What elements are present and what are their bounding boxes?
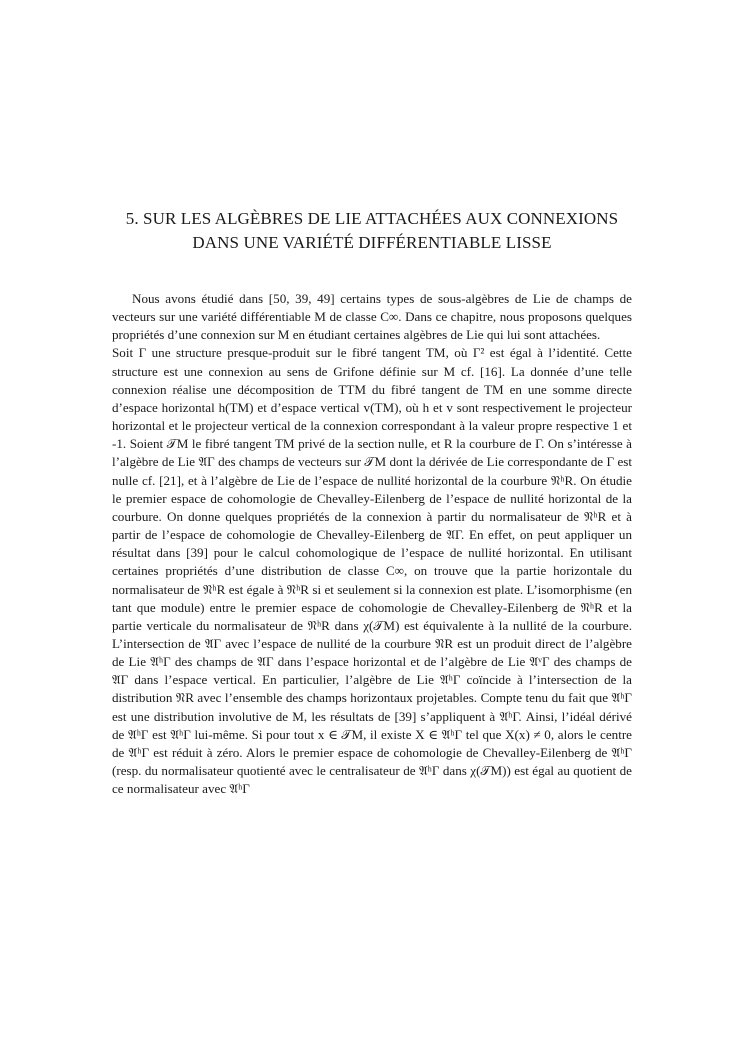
section-title-line-1: 5. SUR LES ALGÈBRES DE LIE ATTACHÉES AUX CONNEXIONS xyxy=(125,209,619,228)
section-title xyxy=(112,207,632,255)
body-text xyxy=(112,290,632,798)
intro-paragraph-text: Nous avons étudié dans [50, 39, 49] certains types de sous-algèbres de Lie de champs de vecteurs sur une variété différentiable M de classe C∞. Dans ce chapitre, nous proposons quelques propriétés d’une connexion sur M en étudiant certaines algèbres de Lie qui lui sont attachées. xyxy=(112,291,632,343)
main-paragraph-text: Soit Γ une structure presque-produit sur le fibré tangent TM, où Γ² est égal à l’identité. Cette structure est une connexion au sens de Grifone définie sur M cf. [16]. La donnée d’une telle connexion réalise une décomposition de TTM du fibré tangent de TM en une somme directe d’espace horizontal h(TM) et d’espace vertical v(TM), où h et v sont respectivement le projecteur horizontal et le projecteur vertical de la connexion correspondant à la valeur propre respective 1 et -1. Soient 𝒯M le fibré tangent TM privé de la section nulle, et R la courbure de Γ. On s’intéresse à l’algèbre de Lie 𝔄Γ des champs de vecteurs sur 𝒯M dont la dérivée de Lie correspondante de Γ est nulle cf. [21], et à l’algèbre de Lie de l’espace de nullité horizontal de la courbure 𝔑ʰR. On étudie le premier espace de cohomologie de Chevalley-Eilenberg de l’espace de nullité horizontal de la courbure. On donne quelques propriétés de la connexion à partir du normalisateur de 𝔑ʰR et à partir de l’espace de cohomologie de Chevalley-Eilenberg de 𝔄Γ. En effet, on peut appliquer un résultat dans [39] pour le calcul cohomologique de l’espace de nullité horizontal. En utilisant certaines propriétés d’une distribution de classe C∞, on trouve que la partie horizontale du normalisateur de 𝔑ʰR est égale à 𝔑ʰR si et seulement si la connexion est plate. L’isomorphisme (en tant que module) entre le premier espace de cohomologie de Chevalley-Eilenberg de 𝔑ʰR et la partie verticale du normalisateur de 𝔑ʰR dans χ(𝒯M) est équivalente à la nullité de la courbure. L’intersection de 𝔄Γ avec l’espace de nullité de la courbure 𝔑R est un produit direct de l’algèbre de Lie 𝔄ʰΓ des champs de 𝔄Γ dans l’espace horizontal et de l’algèbre de Lie 𝔄ᵛΓ des champs de 𝔄Γ dans l’espace vertical. En particulier, l’algèbre de Lie 𝔄ʰΓ coïncide à l’intersection de la distribution 𝔑R avec l’ensemble des champs horizontaux projetables. Compte tenu du fait que 𝔄ʰΓ est une distribution involutive de M, les résultats de [39] s’appliquent à 𝔄ʰΓ. Ainsi, l’idéal dérivé de 𝔄ʰΓ est 𝔄ʰΓ lui-même. Si pour tout x ∈ 𝒯M, il existe X ∈ 𝔄ʰΓ tel que X(x) ≠ 0, alors le centre de 𝔄ʰΓ est réduit à zéro. Alors le premier espace de cohomologie de Chevalley-Eilenberg de 𝔄ʰΓ (resp. du normalisateur quotienté avec le centralisateur de 𝔄ʰΓ dans χ(𝒯M)) est égal au quotient de ce normalisateur avec 𝔄ʰΓ xyxy=(112,345,632,797)
intro-paragraph xyxy=(112,290,632,344)
main-paragraph xyxy=(112,344,632,798)
section-title-line-2: DANS UNE VARIÉTÉ DIFFÉRENTIABLE LISSE xyxy=(192,233,552,252)
